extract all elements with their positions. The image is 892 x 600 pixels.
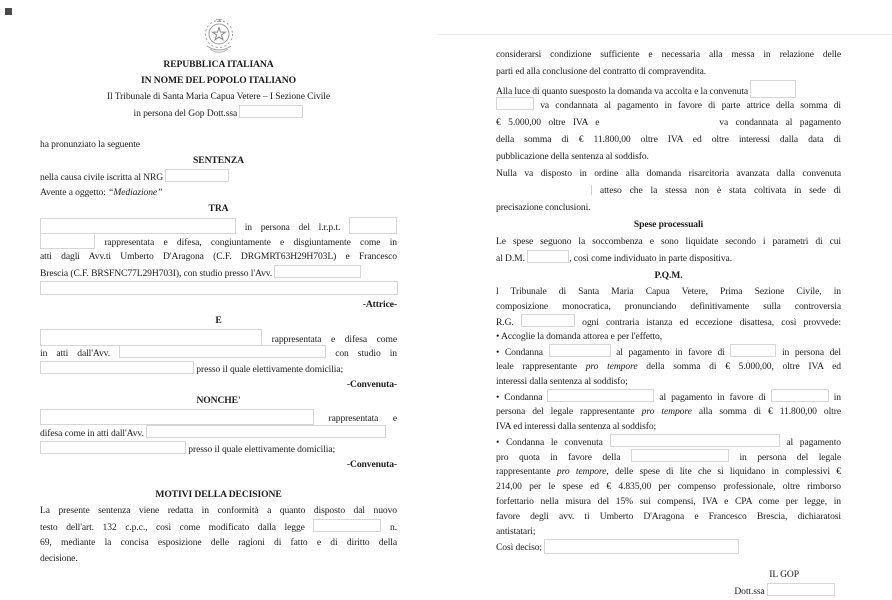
italic-text-run: “Mediazione” — [108, 187, 163, 198]
text-run: della somma di € 11.800,00 oltre IVA ed oltre interessi dalla data di — [496, 134, 841, 145]
redaction-box — [610, 434, 780, 447]
text-run: in persona del l.r.p.t. — [236, 222, 349, 233]
text-run: ha pronunziato la seguente — [40, 139, 140, 150]
doc-line — [496, 131, 841, 148]
judge-line — [40, 105, 397, 121]
text-run: al pagamento — [779, 437, 841, 448]
redaction-box — [40, 361, 194, 374]
redaction-box — [40, 281, 398, 295]
text-run: in — [828, 392, 841, 403]
doc-line — [40, 233, 397, 249]
doc-line — [40, 409, 397, 425]
doc-line — [40, 137, 397, 153]
doc-line — [496, 374, 841, 389]
page-right — [446, 0, 892, 600]
redaction-box — [730, 344, 776, 357]
text-run: E — [215, 315, 222, 326]
text-run: forfettario nella misura del 15% sui compensi, IVA e CPA come per legge, in — [496, 496, 841, 507]
text-run: Nulla va disposto in ordine alla domanda risarcitoria avanzata dalla convenuta — [496, 168, 841, 179]
doc-line — [40, 169, 397, 185]
doc-line — [496, 464, 841, 479]
redaction-box — [313, 519, 381, 532]
text-run: interessi dalla sentenza al soddisfo; — [496, 376, 628, 387]
doc-line — [496, 359, 841, 374]
text-run: P.Q.M. — [654, 270, 683, 281]
signature-title — [496, 567, 841, 583]
text-run: pro quota in favore della — [496, 452, 631, 463]
text-run: Brescia (C.F. BRSFNC77L29H703I), con studio presso l'Avv. — [40, 268, 275, 279]
redaction-box — [521, 314, 575, 327]
text-run: Avente a oggetto: — [40, 187, 109, 198]
text-run: R.G. — [496, 317, 521, 328]
redaction-box — [40, 218, 236, 234]
doc-line — [496, 539, 841, 554]
redaction-box — [40, 329, 262, 346]
doc-line — [496, 250, 841, 267]
doc-line — [496, 404, 841, 419]
text-run: • Condanna — [496, 347, 549, 358]
heading-pqm — [496, 267, 841, 284]
doc-line — [496, 46, 841, 63]
doc-line — [40, 345, 397, 361]
text-run: € 5.000,00 oltre IVA e — [496, 117, 607, 128]
text-run: alla somma di € 11.800,00 oltre — [691, 406, 841, 417]
spacer — [496, 554, 841, 567]
signature-name — [496, 583, 841, 599]
text-run: al pagamento in favore di — [610, 347, 731, 358]
label-convenuta-2 — [40, 457, 397, 473]
text-run: IN NOME DEL POPOLO ITALIANO — [141, 75, 296, 86]
text-run: atteso che la stessa non è stata coltivata in sede di — [592, 185, 841, 196]
doc-line — [496, 389, 841, 404]
italic-text-run: pro tempore — [585, 361, 638, 372]
doc-line — [496, 63, 841, 80]
text-run: nella causa civile iscritta al NRG — [40, 172, 166, 183]
redaction-box — [40, 409, 314, 425]
doc-line — [496, 344, 841, 359]
redaction-box — [349, 217, 397, 234]
text-run: difesa come in atti dall'Avv. — [40, 428, 147, 439]
redaction-box — [549, 344, 611, 357]
text-run: Le spese seguono la soccombenza e sono liquidate secondo i parametri di cui — [496, 236, 841, 247]
heading-sentenza — [40, 153, 397, 169]
doc-line — [496, 524, 841, 539]
text-run: al D.M. — [496, 253, 528, 264]
doc-line — [40, 551, 397, 567]
text-run: parti ed alla conclusione del contratto di compravendita. — [496, 66, 707, 77]
text-run: in persona del legale — [728, 452, 841, 463]
text-run: rappresentata e difesa, congiuntamente e disgiuntamente come in — [95, 237, 397, 248]
doc-line — [40, 217, 397, 233]
doc-line — [40, 185, 397, 201]
text-run: NONCHE' — [196, 395, 241, 406]
redaction-box — [40, 441, 186, 454]
doc-line — [496, 449, 841, 464]
doc-line — [496, 299, 841, 314]
redaction-box — [767, 583, 835, 596]
spacer — [40, 121, 397, 137]
text-run: Spese processuali — [633, 219, 704, 230]
redacted-gap — [496, 185, 592, 195]
label-convenuta-1 — [40, 377, 397, 393]
italic-text-run: pro tempore — [556, 466, 607, 477]
text-run: presso il quale elettivamente domicilia; — [186, 444, 336, 455]
doc-line — [496, 494, 841, 509]
text-run: 69, mediante la concisa esposizione delle ragioni di fatto e di diritto della — [40, 537, 397, 548]
redaction-box — [165, 169, 229, 182]
redaction-box — [239, 105, 303, 118]
doc-line — [496, 80, 841, 97]
text-run: della somma di € 5.000,00, oltre IVA ed — [637, 361, 841, 372]
text-run: pubblicazione della sentenza al soddisfo. — [496, 151, 649, 162]
text-run: in persona del Gop Dott.ssa — [133, 108, 240, 119]
text-run: favore degli avv. ti Umberto D'Aragona e Francesco Brescia, dichiaratosi — [496, 511, 841, 522]
redaction-box — [146, 425, 386, 438]
doc-line — [496, 199, 841, 216]
text-run: SENTENZA — [193, 155, 244, 166]
doc-line — [496, 509, 841, 524]
doc-line — [40, 519, 397, 535]
doc-line — [496, 148, 841, 165]
text-run: TRA — [208, 203, 229, 214]
heading-motivi — [40, 487, 397, 503]
heading-nonche — [40, 393, 397, 409]
redaction-box — [274, 265, 361, 278]
text-run: rappresentata e — [314, 413, 397, 424]
text-run: persona del legale rappresentante — [496, 406, 642, 417]
text-run: con studio in — [326, 348, 397, 359]
text-run: Il Tribunale di Santa Maria Capua Vetere – I Sezione Civile — [106, 91, 331, 102]
text-run: al pagamento in favore di — [654, 392, 771, 403]
text-run: in persona del — [776, 347, 841, 358]
text-run: Così deciso; — [496, 542, 545, 553]
redaction-box — [40, 233, 95, 249]
text-run: rappresentante — [496, 466, 557, 477]
right-page-content — [496, 46, 841, 599]
text-run: -Attrice- — [362, 299, 397, 310]
redaction-box — [771, 389, 829, 402]
title-repubblica — [40, 57, 397, 73]
text-run: testo dell'art. 132 c.p.c., così come modificato dalla legge — [40, 522, 314, 533]
doc-line — [496, 434, 841, 449]
text-run: ogni contraria istanza ed eccezione disattesa, così provvede: — [574, 317, 841, 328]
text-run: • Condanna le convenuta — [496, 437, 610, 448]
text-run: decisione. — [40, 553, 78, 564]
text-run: in atti dall'Avv. — [40, 348, 120, 359]
text-run: leale rappresentante — [496, 361, 586, 372]
doc-line — [496, 182, 841, 199]
redaction-box — [547, 389, 654, 402]
doc-line — [496, 284, 841, 299]
spacer — [40, 473, 397, 487]
doc-line — [496, 233, 841, 250]
text-run: • Condanna — [496, 392, 548, 403]
text-run: l Tribunale di Santa Maria Capua Vetere, Prima Sezione Civile, in — [496, 286, 841, 297]
text-run: n. — [381, 522, 397, 533]
doc-line — [496, 419, 841, 434]
text-run: -Convenuta- — [346, 379, 397, 390]
heading-spese — [496, 216, 841, 233]
title-popolo — [40, 73, 397, 89]
text-run: , delle spese di lite che si liquidano in complessivi € — [606, 466, 841, 477]
doc-line — [40, 535, 397, 551]
redacted-gap — [607, 117, 712, 127]
italic-text-run: pro tempore — [641, 406, 692, 417]
republic-emblem-icon — [200, 15, 238, 57]
text-run: REPUBBLICA ITALIANA — [163, 59, 274, 70]
text-run: Dott.ssa — [734, 586, 767, 597]
text-run: MOTIVI DELLA DECISIONE — [155, 489, 282, 500]
doc-line — [496, 97, 841, 114]
heading-e — [40, 313, 397, 329]
doc-line — [40, 281, 397, 297]
doc-line — [40, 329, 397, 345]
text-run: , così come individuato in parte dispositiva. — [569, 253, 733, 264]
doc-line — [496, 165, 841, 182]
court-line — [40, 89, 397, 105]
doc-line — [496, 114, 841, 131]
text-run: considerarsi condizione sufficiente e necessaria alla messa in relazione delle — [496, 49, 841, 60]
doc-line — [496, 329, 841, 344]
left-page-content — [40, 57, 397, 567]
doc-line — [40, 249, 397, 265]
doc-line — [496, 314, 841, 329]
text-run: antistatari; — [496, 526, 536, 537]
redaction-box — [119, 345, 326, 358]
text-run: composizione monocratica, pronunciando definitivamente sulla controversia — [496, 301, 841, 312]
label-attrice — [40, 297, 397, 313]
doc-line — [40, 425, 397, 441]
redaction-box — [750, 80, 796, 98]
doc-line — [40, 441, 397, 457]
text-run: va condannata al pagamento in favore di parte attrice della somma di — [534, 100, 841, 111]
doc-line — [40, 361, 397, 377]
doc-line — [496, 479, 841, 494]
text-run: IVA ed interessi dalla sentenza al soddisfo; — [496, 421, 657, 432]
text-run: Alla luce di quanto suesposto la domanda va accolta e la convenuta — [496, 86, 751, 97]
text-run: rappresentata e difesa come — [262, 334, 397, 345]
text-run: atti dagli Avv.ti Umberto D'Aragona (C.F. DRGMRT63H29H703L) e Francesco — [40, 251, 397, 262]
text-run: La presente sentenza viene redatta in conformità a quanto disposto dal nuovo — [40, 505, 397, 516]
redaction-box — [544, 539, 739, 554]
redaction-box — [527, 250, 569, 263]
heading-tra — [40, 201, 397, 217]
text-run: IL GOP — [769, 569, 799, 580]
text-run: precisazione conclusioni. — [496, 202, 591, 213]
redaction-box — [496, 97, 534, 110]
text-run: va condannata al pagamento — [711, 117, 841, 128]
doc-line — [40, 265, 397, 281]
redaction-box — [631, 449, 729, 462]
text-run: presso il quale elettivamente domicilia; — [194, 364, 344, 375]
text-run: • Accoglie la domanda attorea e per l'effetto, — [496, 331, 662, 342]
text-run: 214,00 per le spese ed € 4.835,00 per compenso professionale, oltre rimborso — [496, 481, 841, 492]
doc-line — [40, 503, 397, 519]
text-run: -Convenuta- — [346, 459, 397, 470]
